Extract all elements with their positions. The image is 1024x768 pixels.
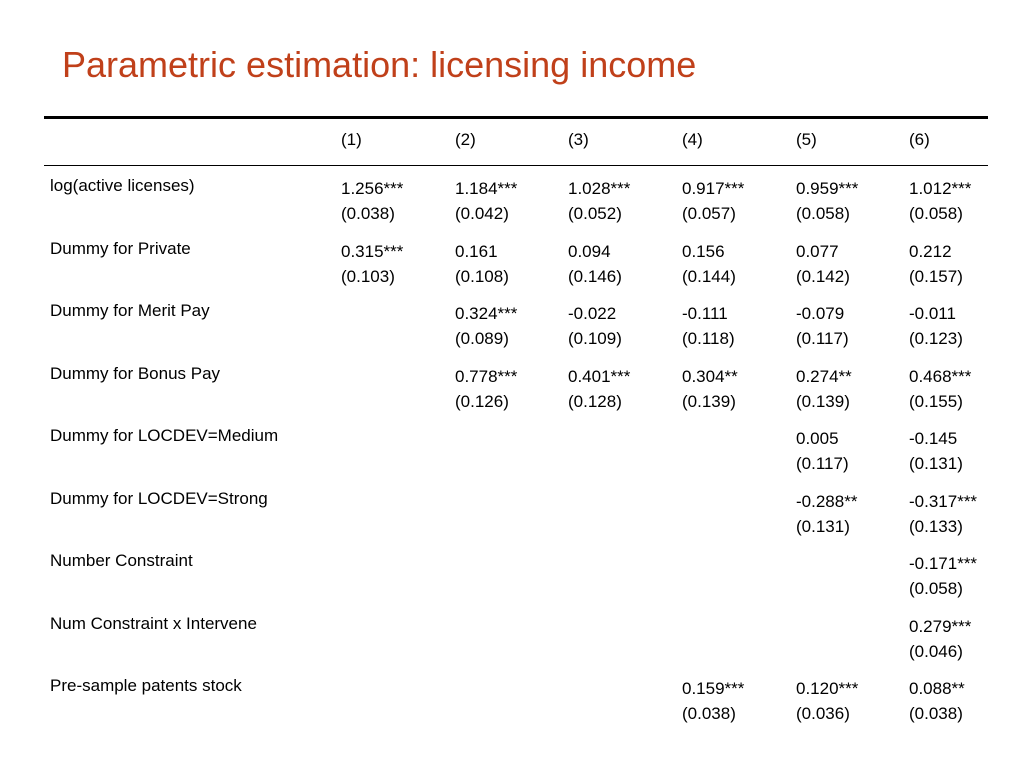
standard-error: (0.142) — [796, 266, 850, 286]
table-cell — [909, 551, 977, 601]
row-label: Dummy for LOCDEV=Strong — [50, 488, 268, 508]
coefficient: 0.274** — [796, 366, 852, 386]
row-label: Dummy for Private — [50, 238, 191, 258]
table-cell — [909, 301, 963, 351]
table-cell — [909, 426, 963, 476]
coefficient: 1.012*** — [909, 179, 972, 198]
table-cell — [682, 676, 744, 726]
table-cell — [796, 676, 858, 726]
table-row — [0, 364, 1024, 426]
table-cell — [796, 489, 857, 539]
standard-error: (0.057) — [682, 204, 736, 223]
standard-error: (0.133) — [909, 516, 963, 536]
column-header: (5) — [796, 130, 817, 149]
table-cell — [455, 301, 517, 351]
column-header: (1) — [341, 130, 362, 149]
coefficient: 0.088** — [909, 679, 965, 698]
standard-error: (0.036) — [796, 704, 850, 723]
coefficient: 0.917*** — [682, 179, 745, 198]
standard-error: (0.058) — [796, 204, 850, 223]
table-cell — [796, 301, 849, 351]
slide-title: Parametric estimation: licensing income — [62, 44, 697, 85]
standard-error: (0.108) — [455, 266, 509, 286]
table-cell — [909, 614, 971, 664]
table-cell — [568, 301, 622, 351]
coefficient: -0.171*** — [909, 554, 978, 573]
standard-error: (0.146) — [568, 266, 622, 286]
table-row — [0, 489, 1024, 551]
coefficient: 0.005 — [796, 429, 839, 448]
coefficient: 0.161 — [455, 241, 498, 261]
standard-error: (0.117) — [796, 454, 849, 473]
coefficient: 0.324*** — [455, 304, 518, 323]
table-row — [0, 614, 1024, 676]
row-label: Dummy for Bonus Pay — [50, 363, 221, 383]
coefficient: 0.304** — [682, 366, 738, 386]
standard-error: (0.131) — [909, 454, 963, 473]
standard-error: (0.058) — [909, 204, 963, 223]
table-cell — [909, 364, 971, 414]
standard-error: (0.042) — [455, 204, 509, 223]
table-top-rule — [44, 116, 988, 119]
table-cell — [796, 176, 858, 226]
table-row — [0, 176, 1024, 238]
coefficient: 0.094 — [568, 241, 611, 261]
coefficient: -0.111 — [682, 304, 728, 323]
table-cell — [341, 239, 403, 289]
row-label: Pre-sample patents stock — [50, 676, 242, 695]
standard-error: (0.052) — [568, 204, 622, 223]
table-row — [0, 551, 1024, 613]
table-cell — [455, 364, 517, 414]
standard-error: (0.038) — [341, 204, 395, 223]
coefficient: -0.022 — [568, 304, 617, 323]
table-row — [0, 239, 1024, 301]
column-header: (6) — [909, 130, 930, 149]
standard-error: (0.117) — [796, 329, 849, 348]
standard-error: (0.089) — [455, 329, 509, 348]
column-header: (4) — [682, 130, 703, 149]
table-cell — [341, 176, 403, 226]
standard-error: (0.157) — [909, 266, 963, 286]
coefficient: 0.212 — [909, 241, 952, 261]
coefficient: 0.468*** — [909, 366, 972, 386]
standard-error: (0.128) — [568, 391, 622, 411]
table-cell — [682, 301, 735, 351]
standard-error: (0.131) — [796, 516, 850, 536]
table-cell — [682, 176, 744, 226]
row-label: Dummy for LOCDEV=Medium — [50, 426, 279, 445]
column-header: (3) — [568, 130, 589, 149]
column-header: (2) — [455, 130, 476, 149]
table-row — [0, 676, 1024, 738]
standard-error: (0.126) — [455, 391, 509, 411]
coefficient: -0.011 — [909, 304, 956, 323]
coefficient: 0.120*** — [796, 679, 859, 698]
table-cell — [796, 426, 849, 476]
table-row — [0, 426, 1024, 488]
table-cell — [568, 239, 622, 289]
row-label: Num Constraint x Intervene — [50, 613, 257, 633]
standard-error: (0.103) — [341, 266, 395, 286]
table-cell — [909, 489, 977, 539]
table-cell — [796, 364, 852, 414]
standard-error: (0.038) — [909, 704, 963, 723]
coefficient: 0.159*** — [682, 679, 745, 698]
table-header-rule — [44, 165, 988, 166]
standard-error: (0.144) — [682, 266, 736, 286]
table-cell — [909, 676, 965, 726]
coefficient: 0.315*** — [341, 241, 404, 261]
table-cell — [682, 364, 738, 414]
coefficient: 0.077 — [796, 241, 839, 261]
coefficient: -0.079 — [796, 304, 845, 323]
coefficient: 1.256*** — [341, 179, 404, 198]
row-label: Number Constraint — [50, 551, 193, 570]
row-label: log(active licenses) — [50, 176, 195, 195]
coefficient: 0.279*** — [909, 616, 972, 636]
table-cell — [796, 239, 850, 289]
coefficient: 0.401*** — [568, 366, 631, 386]
standard-error: (0.118) — [682, 329, 735, 348]
standard-error: (0.123) — [909, 329, 963, 348]
table-cell — [568, 364, 630, 414]
coefficient: 0.778*** — [455, 366, 518, 386]
table-row — [0, 301, 1024, 363]
coefficient: 0.156 — [682, 241, 725, 261]
coefficient: -0.145 — [909, 429, 958, 448]
standard-error: (0.058) — [909, 579, 963, 598]
coefficient: 1.028*** — [568, 179, 631, 198]
coefficient: -0.288** — [796, 491, 858, 511]
table-cell — [455, 176, 517, 226]
table-cell — [568, 176, 630, 226]
coefficient: -0.317*** — [909, 491, 978, 511]
coefficient: 1.184*** — [455, 179, 518, 198]
table-cell — [455, 239, 509, 289]
table-cell — [909, 239, 963, 289]
standard-error: (0.139) — [796, 391, 850, 411]
standard-error: (0.038) — [682, 704, 736, 723]
standard-error: (0.046) — [909, 641, 963, 661]
row-label: Dummy for Merit Pay — [50, 301, 210, 320]
coefficient: 0.959*** — [796, 179, 859, 198]
table-cell — [909, 176, 971, 226]
standard-error: (0.109) — [568, 329, 622, 348]
table-cell — [682, 239, 736, 289]
standard-error: (0.155) — [909, 391, 963, 411]
standard-error: (0.139) — [682, 391, 736, 411]
